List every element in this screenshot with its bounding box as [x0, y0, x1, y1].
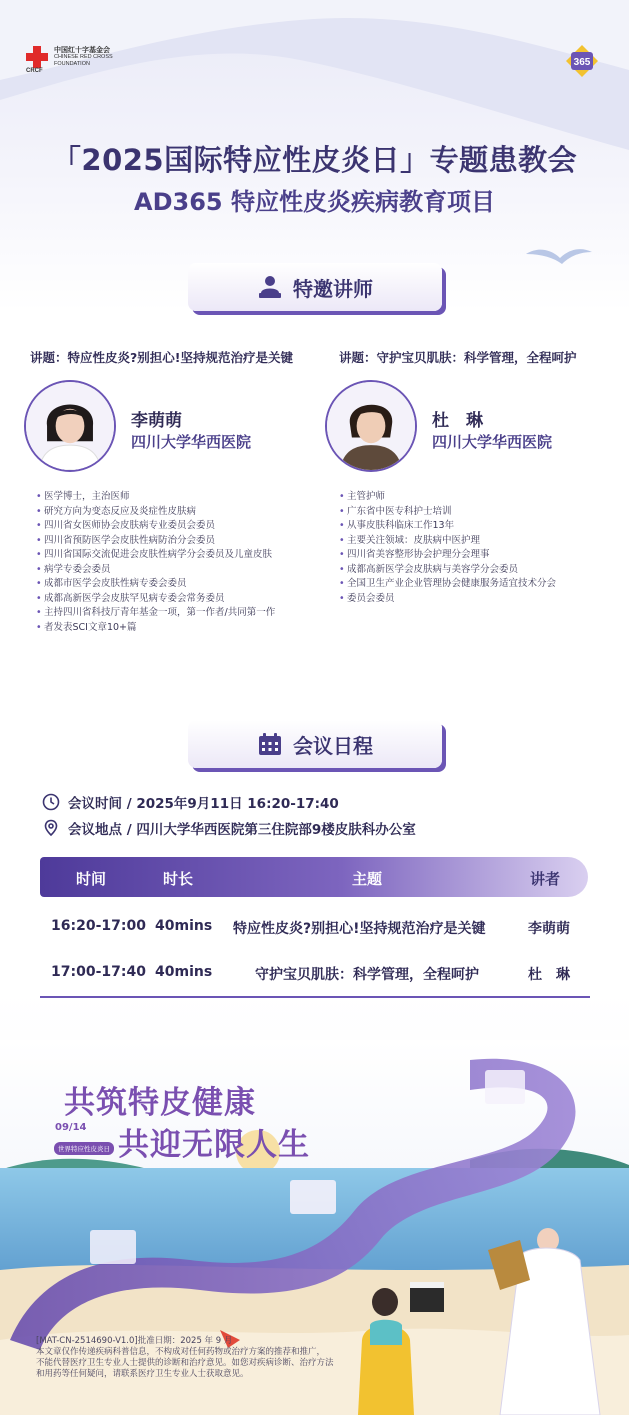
speakers-section-label: 特邀讲师	[293, 276, 373, 301]
disclaimer-line: 不能代替医疗卫生专业人士提供的诊断和治疗意见。如您对疾病诊断、治疗方法	[36, 1358, 334, 1368]
bio-item: • 从事皮肤科临床工作13年	[339, 519, 594, 534]
col-header-time: 时间	[76, 870, 107, 888]
schedule-section-header	[188, 720, 442, 768]
org-name-cn: 中国红十字基金会	[54, 46, 110, 54]
row-2-speaker: 杜 琳	[528, 967, 570, 983]
bio-item-cont: • 委员会委员	[339, 592, 594, 607]
bio-item: • 广东省中医专科护士培训	[339, 505, 594, 520]
col-header-duration: 时长	[163, 870, 194, 888]
row-1-speaker: 李萌萌	[528, 921, 570, 937]
world-ad-day-date: 09/14	[55, 1122, 87, 1133]
calendar-icon	[257, 731, 283, 757]
bio-item-cont: • 病学专委会委员	[36, 563, 321, 578]
row-1-time: 16:20-17:00	[51, 918, 146, 934]
table-bottom-rule	[40, 996, 590, 998]
bio-item: • 主管护师	[339, 490, 594, 505]
disclaimer-line: 本文章仅作传递疾病科普信息，不构成对任何药物或治疗方案的推荐和推广，	[36, 1347, 326, 1357]
speaker-2-name: 杜 琳	[432, 411, 483, 431]
speaker-2-avatar	[325, 380, 417, 472]
ad365-badge-icon	[565, 44, 599, 78]
bio-item: • 成都高新医学会皮肤病与美容学分会委员	[339, 563, 594, 578]
disclaimer-line: [MAT-CN-2514690-V1.0]批准日期：2025 年 9 月	[36, 1336, 233, 1346]
bio-item: • 四川省国际交流促进会皮肤性病学分会委员及儿童皮肤	[36, 548, 321, 563]
bio-item: • 全国卫生产业企业管理协会健康服务适宜技术分会	[339, 577, 594, 592]
lecturer-icon	[257, 274, 283, 300]
speaker-1-avatar	[24, 380, 116, 472]
slogan-line-1: 共筑特皮健康	[64, 1085, 256, 1121]
speaker-2-bio	[339, 490, 594, 606]
speaker-1-bio	[36, 490, 321, 635]
bio-item: • 主要关注领域：皮肤病中医护理	[339, 534, 594, 549]
bio-item: • 主持四川省科技厅青年基金一项，第一作者/共同第一作	[36, 606, 321, 621]
bio-item: • 四川省美容整形协会护理分会理事	[339, 548, 594, 563]
bio-item-cont: • 者发表SCI文章10+篇	[36, 621, 321, 636]
speaker-2-topic: 讲题：守护宝贝肌肤：科学管理，全程呵护	[339, 350, 577, 365]
bio-item: • 医学博士，主治医师	[36, 490, 321, 505]
speakers-section-header	[188, 263, 442, 311]
bio-item: • 成都市医学会皮肤性病专委会委员	[36, 577, 321, 592]
row-1-duration: 40mins	[155, 918, 213, 934]
red-cross-icon	[26, 46, 48, 68]
col-header-speaker: 讲者	[530, 870, 561, 888]
schedule-table-header	[40, 857, 588, 897]
speaker-1-topic: 讲题：特应性皮炎?别担心!坚持规范治疗是关键	[30, 350, 293, 365]
meeting-time-row	[42, 792, 339, 812]
bird-icon	[524, 244, 594, 270]
bio-item: • 四川省预防医学会皮肤性病防治分会委员	[36, 534, 321, 549]
row-1-topic: 特应性皮炎?别担心!坚持规范治疗是关键	[233, 921, 486, 937]
bio-item: • 研究方向为变态反应及炎症性皮肤病	[36, 505, 321, 520]
row-2-topic: 守护宝贝肌肤：科学管理，全程呵护	[255, 967, 479, 983]
bio-item: • 成都高新医学会皮肤罕见病专委会常务委员	[36, 592, 321, 607]
speaker-1-hospital: 四川大学华西医院	[131, 433, 252, 451]
event-subtitle: AD365 特应性皮炎疾病教育项目	[134, 188, 495, 216]
meeting-place: 会议地点 / 四川大学华西医院第三住院部9楼皮肤科办公室	[68, 822, 416, 838]
meeting-time: 会议时间 / 2025年9月11日 16:20-17:40	[68, 796, 339, 812]
disclaimer	[36, 1336, 376, 1380]
clock-icon	[42, 793, 60, 811]
world-ad-day-badge: 世界特应性皮炎日	[54, 1142, 114, 1155]
org-abbr: CRCF	[26, 68, 43, 74]
col-header-topic: 主题	[352, 870, 383, 888]
meeting-place-row	[42, 818, 416, 838]
disclaimer-line: 和用药等任何疑问，请联系医疗卫生专业人士获取意见。	[36, 1369, 249, 1379]
event-title: 「2025国际特应性皮炎日」专题患教会	[51, 143, 578, 177]
slogan-line-2: 共迎无限人生	[118, 1127, 310, 1163]
org-name-en-1: CHINESE RED CROSS	[54, 53, 113, 60]
speaker-2-hospital: 四川大学华西医院	[432, 433, 553, 451]
schedule-section-label: 会议日程	[293, 733, 373, 758]
badge-text: 365	[573, 57, 591, 68]
speaker-1-name: 李萌萌	[131, 411, 182, 431]
location-pin-icon	[42, 819, 60, 837]
row-2-time: 17:00-17:40	[51, 964, 146, 980]
org-name-en-2: FOUNDATION	[54, 60, 90, 67]
bio-item: • 四川省女医师协会皮肤病专业委员会委员	[36, 519, 321, 534]
row-2-duration: 40mins	[155, 964, 213, 980]
header-background	[0, 0, 629, 260]
crcf-logo	[26, 46, 113, 68]
